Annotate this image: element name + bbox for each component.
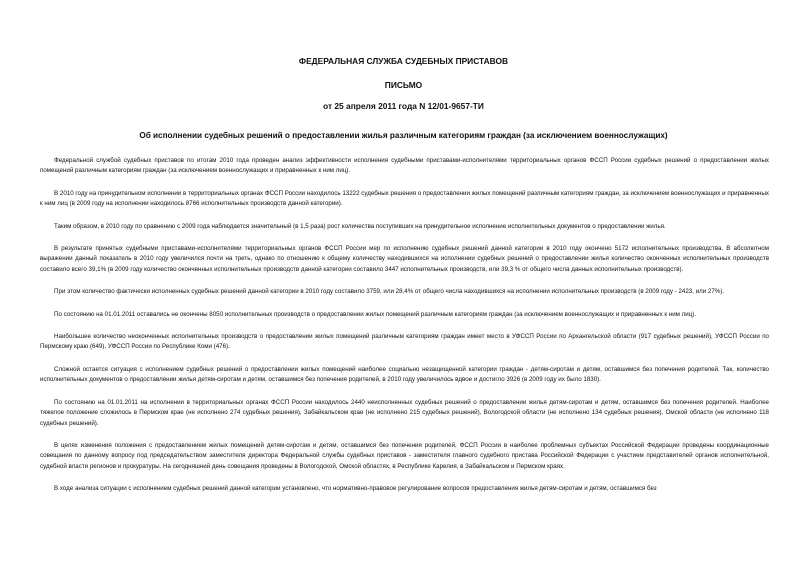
paragraph-4: В результате принятых судебными приставами-исполнителями территориальных органов ФССП России мер по исполнению судебных решений данной категории в 2010 году окончено 5172 исполнительных производства. В абсолютном выражении данный показатель в 2010 году увеличился почти на треть, однако по отношению к общему количеству находившихся на исполнении судебных решений о предоставлении жилья количество оконченных исполнительных производств составило всего 39,1% (в 2009 году количество оконченных исполнительных производств данной категории составило 3447 исполнительных производств, или 39,3 % от общего числа данных исполнительных производств).: [40, 245, 769, 273]
document-title: Об исполнении судебных решений о предоставлении жилья различным категориям граждан (за исключением военнослужащих): [139, 131, 668, 140]
paragraph-5: При этом количество фактически исполненных судебных решений данной категории в 2010 году составило 3759, или 28,4% от общего числа находившихся на исполнении исполнительных производств (в 2009 году - 2423, или 27%).: [54, 288, 725, 296]
paragraph-9: По состоянию на 01.01.2011 на исполнении в территориальных органах ФССП России находилось 2440 неисполненных судебных решений о предоставлении жилья детям-сиротам и детям, оставшимся без попечения родителей. Наиболее тяжелое положение сложилось в Пермском крае (не исполнено 274 судебных решения), Забайкальском крае (не исполнено 215 судебных решений), Вологодской области (не исполнено 134 судебных решения), Омской области (не исполнено 118 судебных решений).: [40, 398, 769, 427]
paragraph-3: Таким образом, в 2010 году по сравнению с 2009 года наблюдается значительный (в 1,5 раза) рост количества поступивших на принудительное исполнение исполнительных документов о предоставлении жилья.: [54, 222, 666, 230]
paragraph-10: В целях изменения положения с предоставлением жилых помещений детям-сиротам и детям, оставшимся без попечения родителей, ФССП России в наиболее проблемных субъектах Российской Федерации проведены координационные совещания по данному вопросу под председательством заместителя директора Федеральной службы судебных приставов - заместителя главного судебного пристава Российской Федерации с участием представителей органов исполнительной, судебной власти регионов и прокуратуры. На сегодняшний день совещания проведены в Вологодской, Омской областях, в Республике Карелия, в Забайкальском и Пермском краях.: [40, 441, 769, 470]
document-type: ПИСЬМО: [384, 80, 423, 90]
document-body: [40, 156, 769, 507]
paragraph-1: Федеральной службой судебных приставов по итогам 2010 года проведен анализ эффективности исполнения судебными приставами-исполнителями территориальных органов ФССП России судебных решений о предоставлении жилых помещений различным категориям граждан (за исключением военнослужащих и приравненных к ним лиц).: [40, 157, 769, 175]
document-number: от 25 апреля 2011 года N 12/01-9657-ТИ: [323, 101, 484, 111]
paragraph-2: В 2010 году на принудительном исполнении в территориальных органах ФССП России находилось 13222 судебных решения о предоставлении жилых помещений различным категориям граждан, за исключением военнослужащих и приравненных к ним лиц (в 2009 году на исполнении находилось 8766 исполнительных производств данной категории).: [40, 189, 769, 208]
paragraph-7: Наибольшее количество неоконченных исполнительных производств о предоставлении жилых помещений различным категориям граждан имеет место в УФССП России по Архангельской области (917 судебных решений), УФССП России по Пермскому краю (649), УФССП России по Республике Коми (476).: [40, 333, 769, 351]
agency-name: ФЕДЕРАЛЬНАЯ СЛУЖБА СУДЕБНЫХ ПРИСТАВОВ: [298, 56, 509, 66]
paragraph-6: По состоянию на 01.01.2011 оставались не окончены 8050 исполнительных производств о предоставлении жилых помещений различным категориям граждан (за исключением военнослужащих и приравненных к ним лиц).: [54, 310, 697, 318]
paragraph-11: В ходе анализа ситуации с исполнением судебных решений данной категории установлено, что нормативно-правовое регулирование вопросов предоставления жилья детям-сиротам и детям, оставшимся без: [54, 485, 657, 493]
paragraph-8: Сложной остается ситуация с исполнением судебных решений о предоставлении жилых помещений наиболее социально незащищенной категории граждан - детям-сиротам и детям, оставшимся без попечения родителей. Так, количество исполнительных документов о предоставлении жилья детям-сиротам и детям, оставшимся без попечения родителей, в 2010 году увеличилось вдвое и достигло 3926 (в 2009 году их было 1830).: [40, 365, 769, 384]
